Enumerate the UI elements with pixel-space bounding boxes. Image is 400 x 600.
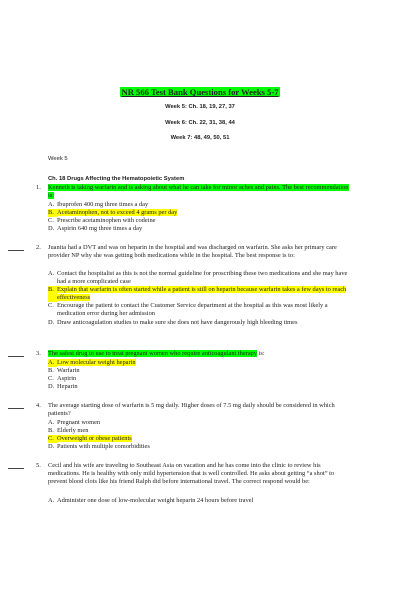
question-stem: Cecil and his wife are traveling to Southeast Asia on vacation and he has come into the clinic to review his medications. He is healthy with only mild hypertension that is well controlled. He asks about getting “a shot” to prevent blood clots like his friend Ralph did before international travel. The correct respond would be: (48, 462, 335, 486)
option-a[interactable]: A. Pregnant women (48, 419, 101, 426)
question-number: 3. (36, 350, 41, 357)
option-c[interactable]: C. Overweight or obese patients (48, 435, 132, 443)
question-number: 2. (36, 244, 41, 251)
question-stem: The safest drug to use to treat pregnant women who require anticoagulant therapy is: (48, 350, 265, 357)
option-d[interactable]: D. Heparin (48, 383, 78, 391)
option-b[interactable]: B. Warfarin (48, 367, 80, 375)
option-c[interactable]: C. Aspirin (48, 375, 77, 383)
option-d[interactable]: D. Patients with multiple comorbidities (48, 443, 150, 451)
answer-blank[interactable] (8, 408, 24, 409)
question-stem: The average starting dose of warfarin is 5 mg daily. Higher doses of 7.5 mg daily should be considered in which patients? (48, 402, 335, 418)
answer-blank[interactable] (8, 250, 24, 251)
answer-options (48, 419, 348, 451)
option-a[interactable]: A. Low molecular weight heparin (48, 359, 136, 366)
week-6-chapters: Week 6: Ch. 22, 31, 38, 44 (165, 120, 235, 126)
option-c[interactable]: C. Prescribe acetaminophen with codeine (48, 217, 156, 225)
question-number: 5. (36, 462, 41, 469)
week-5-chapters: Week 5: Ch. 18, 19, 27, 37 (165, 104, 235, 110)
answer-blank[interactable] (8, 356, 24, 357)
section-label: Week 5 (48, 156, 68, 162)
question-stem: Juanita had a DVT and was on heparin in the hospital and was discharged on warfarin. She asks her primary care provider NP why she was getting both medications while in the hospital. The best response is to: (48, 244, 337, 260)
question-number: 1. (36, 184, 41, 191)
question-number: 4. (36, 402, 41, 409)
option-c[interactable]: C. Encourage the patient to contact the Customer Service department at the hospital as this was most likely a medication error during her admission (48, 302, 328, 318)
option-b[interactable]: B. Elderly men (48, 427, 89, 435)
option-d[interactable]: D. Draw anticoagulation studies to make sure she does not have dangerously high bleeding times (48, 318, 298, 326)
option-b[interactable]: B. Explain that warfarin is often started while a patient is still on heparin because warfarin takes a few days to reach effectiveness (48, 286, 347, 302)
option-d[interactable]: D. Aspirin 640 mg three times a day (48, 225, 143, 233)
week-7-chapters: Week 7: 48, 49, 50, 51 (170, 135, 230, 141)
answer-options (48, 359, 348, 391)
answer-options (48, 270, 348, 327)
answer-options (48, 497, 348, 505)
option-b[interactable]: B. Acetaminophen, not to exceed 4 grams per day (48, 209, 178, 217)
option-a[interactable]: A. Contact the hospitalist as this is not the normal guideline for proscribing these two medications and she may have had a more complicated case (48, 270, 348, 286)
document-title: NR 566 Test Bank Questions for Weeks 5-7 (121, 87, 279, 97)
answer-options (48, 201, 348, 233)
chapter-heading: Ch. 18 Drugs Affecting the Hematopoietic System (48, 176, 185, 182)
option-a[interactable]: A. Administer one dose of low-molecular weight heparin 24 hours before travel (48, 497, 254, 504)
option-a[interactable]: A. Ibuprofen 400 mg three times a day (48, 201, 149, 208)
answer-blank[interactable] (8, 468, 24, 469)
question-stem: Kenneth is taking warfarin and is asking about what he can take for minor aches and pains. The best recommendation is: (48, 184, 349, 200)
